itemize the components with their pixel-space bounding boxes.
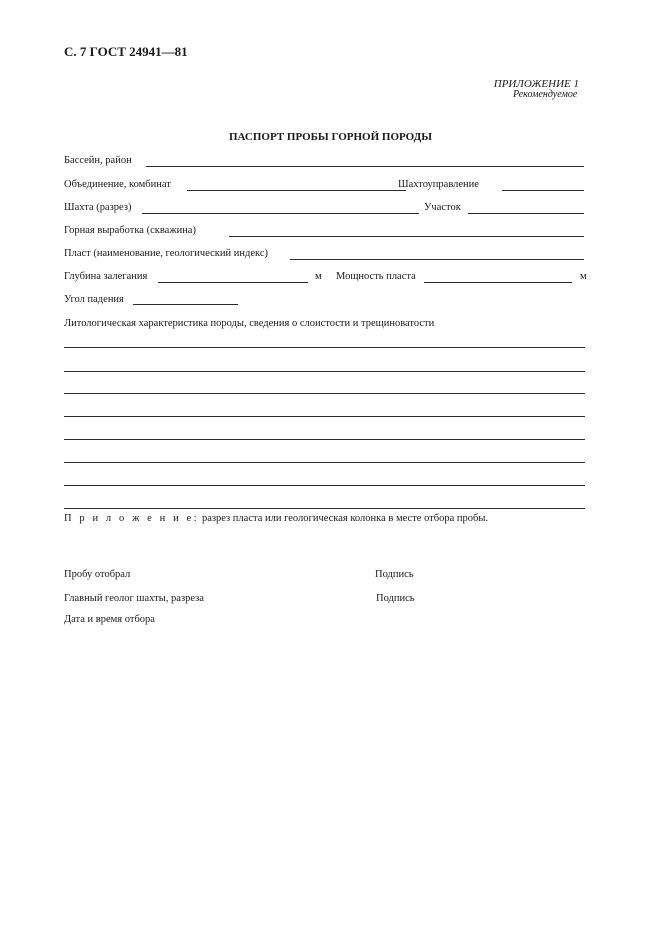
lithology-line[interactable]	[64, 416, 585, 417]
dip-angle-field[interactable]	[133, 304, 238, 305]
mine-label: Шахта (разрез)	[64, 202, 132, 213]
mine-admin-label: Шахтоуправление	[398, 179, 479, 190]
section-field[interactable]	[468, 213, 584, 214]
dip-angle-label: Угол падения	[64, 294, 124, 305]
lithology-line[interactable]	[64, 371, 585, 372]
association-field[interactable]	[187, 190, 406, 191]
association-label: Объединение, комбинат	[64, 179, 171, 190]
depth-label: Глубина залегания	[64, 271, 148, 282]
thickness-label: Мощность пласта	[336, 271, 416, 282]
working-label: Горная выработка (скважина)	[64, 225, 196, 236]
note-text: разрез пласта или геологическая колонка в месте отбора пробы.	[201, 513, 489, 524]
thickness-unit: м	[580, 271, 587, 282]
lithology-line[interactable]	[64, 439, 585, 440]
date-time-label: Дата и время отбора	[64, 614, 155, 625]
working-field[interactable]	[229, 236, 584, 237]
lithology-line[interactable]	[64, 347, 585, 348]
appendix-note	[64, 513, 488, 524]
signature-label: Подпись	[376, 593, 415, 604]
sampled-by-label: Пробу отобрал	[64, 569, 131, 580]
mine-admin-field[interactable]	[502, 190, 584, 191]
lithology-line[interactable]	[64, 393, 585, 394]
depth-field[interactable]	[158, 282, 308, 283]
chief-geologist-label: Главный геолог шахты, разреза	[64, 593, 204, 604]
lithology-line[interactable]	[64, 485, 585, 486]
signature-label: Подпись	[375, 569, 414, 580]
thickness-field[interactable]	[424, 282, 572, 283]
section-label: Участок	[424, 202, 461, 213]
appendix-title: ПРИЛОЖЕНИЕ 1	[493, 78, 579, 90]
lithology-label: Литологическая характеристика породы, сведения о слоистости и трещиноватости	[64, 318, 435, 329]
note-label: П р и л о ж е н и е:	[64, 513, 200, 524]
mine-field[interactable]	[142, 213, 419, 214]
basin-label: Бассейн, район	[64, 155, 132, 166]
basin-field[interactable]	[146, 166, 584, 167]
depth-unit: м	[315, 271, 322, 282]
lithology-line[interactable]	[64, 462, 585, 463]
seam-label: Пласт (наименование, геологический индекс)	[64, 248, 268, 259]
form-title: ПАСПОРТ ПРОБЫ ГОРНОЙ ПОРОДЫ	[228, 131, 433, 143]
lithology-line[interactable]	[64, 508, 585, 509]
seam-field[interactable]	[290, 259, 584, 260]
page-header: С. 7 ГОСТ 24941—81	[64, 44, 188, 59]
appendix-status: Рекомендуемое	[513, 89, 578, 100]
